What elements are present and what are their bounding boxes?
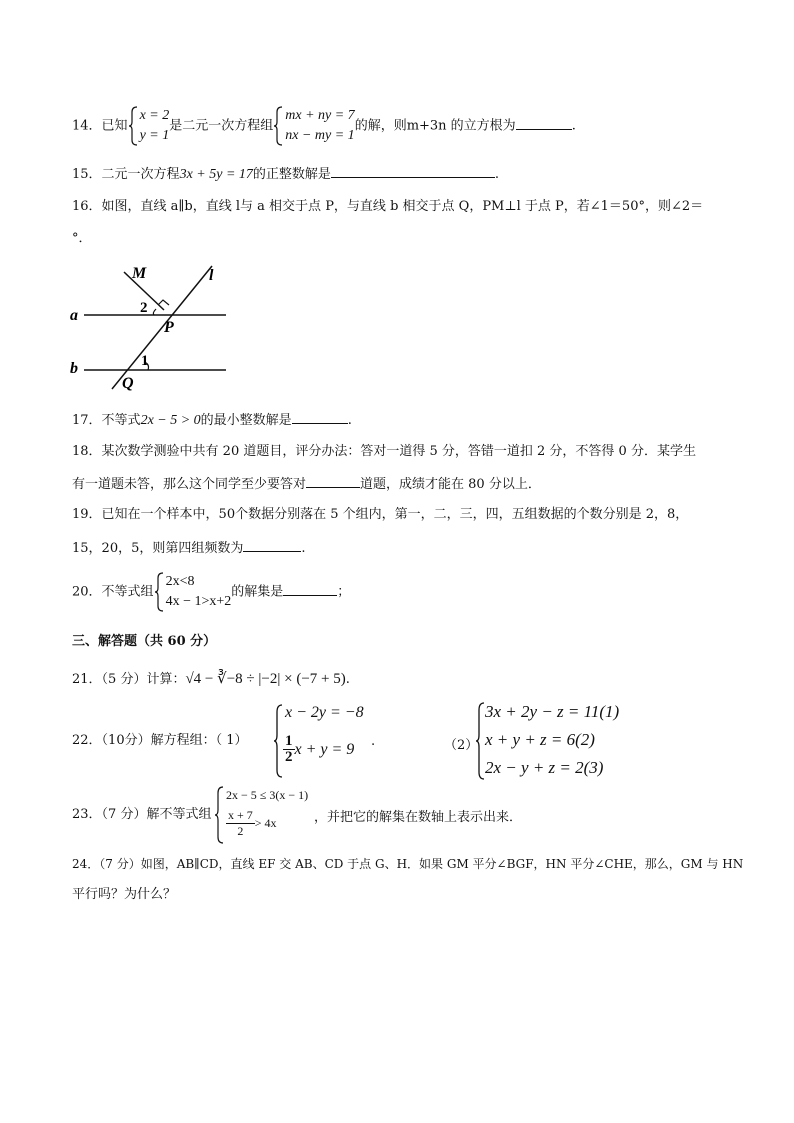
q20-row-1: 2x<8 <box>165 574 195 589</box>
q20-answer-blank[interactable] <box>283 582 337 596</box>
label-b: b <box>70 360 78 377</box>
question-16-line-2: °． <box>72 231 92 246</box>
q17-inequality: 2x − 5 > 0 <box>140 413 201 428</box>
q23-row-2 <box>226 808 277 839</box>
question-23-label: 23．（7 分）解不等式组 <box>72 807 212 822</box>
q14-given-row-1: x = 2 <box>139 108 170 123</box>
q15-end: . <box>494 167 500 182</box>
question-24-line-2: 平行吗？为什么？ <box>72 887 177 902</box>
q22-p2-row-2: x + y + z = 6(2) <box>485 730 595 749</box>
q14-end: . <box>571 118 576 134</box>
q21-end: . <box>345 672 350 687</box>
right-angle-mark <box>158 300 169 305</box>
q19-end: . <box>301 541 306 556</box>
brace-icon <box>273 704 283 778</box>
q20-number: 20． <box>72 584 102 600</box>
brace-icon <box>214 786 224 844</box>
q23-row-2-rest: > 4x <box>254 816 277 830</box>
brace-icon <box>475 702 485 780</box>
question-19-line-2 <box>72 538 306 558</box>
q15-text-1: 二元一次方程 <box>101 167 180 182</box>
q14-text-1: 已知 <box>101 118 128 134</box>
q17-answer-blank[interactable] <box>292 410 348 424</box>
q14-equation-system <box>273 106 354 146</box>
question-20 <box>72 572 350 612</box>
q14-text-3: 的解，则m+3n 的立方根为 <box>354 118 516 134</box>
q15-equation: 3x + 5y = 17 <box>179 167 253 182</box>
q17-text-2: 的最小整数解是 <box>200 413 292 428</box>
q20-row-2: 4x − 1>x+2 <box>165 594 232 609</box>
q14-system-row-1: mx + ny = 7 <box>285 108 355 123</box>
question-17 <box>72 410 352 430</box>
q22-p1-row-1: x − 2y = −8 <box>285 704 364 721</box>
q18-text-1: 有一道题未答，那么这个同学至少要答对 <box>72 477 307 492</box>
brace-icon <box>154 572 164 612</box>
q15-text-2: 的正整数解是 <box>252 167 331 182</box>
q21-number: 21．（5 分）计算： <box>72 672 186 687</box>
q14-number: 14． <box>72 118 102 134</box>
q17-text-1: 不等式 <box>101 413 141 428</box>
q14-given-row-2: y = 1 <box>139 128 170 143</box>
q20-end: ； <box>337 584 351 600</box>
q18-answer-blank[interactable] <box>306 474 360 488</box>
q20-text-1: 不等式组 <box>101 584 154 600</box>
question-14 <box>72 106 576 146</box>
section-3-title: 三、解答题（共 60 分） <box>72 634 217 649</box>
q17-end: . <box>347 413 352 428</box>
q22-dot: . <box>371 734 376 749</box>
question-16-line-1: 16．如图，直线 a∥b，直线 l与 a 相交于点 P，与直线 b 相交于点 Q，PM⊥l 于点 P，若∠1＝50°，则∠2＝ <box>72 199 704 214</box>
brace-icon <box>273 106 283 146</box>
question-19-line-1: 19．已知在一个样本中，50个数据分别落在 5 个组内，第一，二，三，四，五组数据的个数分别是 2，8， <box>72 507 689 522</box>
q14-answer-blank[interactable] <box>516 116 572 130</box>
question-18-line-1: 18．某次数学测验中共有 20 道题目，评分办法：答对一道得 5 分，答错一道扣 2 分，不答得 0 分．某学生 <box>72 444 696 459</box>
q22-half-fraction: $\frac{1}{2}$ <box>285 733 293 765</box>
angle-2-arc <box>153 309 156 315</box>
label-M: M <box>132 265 147 282</box>
q18-text-2: 道题，成绩才能在 80 分以上． <box>360 477 541 492</box>
q22-p2-row-3: 2x − y + z = 2(3) <box>485 758 604 777</box>
q16-figure <box>66 258 236 393</box>
label-1: 1 <box>141 353 149 369</box>
question-21 <box>72 670 350 689</box>
label-l: l <box>209 267 214 284</box>
label-2: 2 <box>140 300 148 316</box>
question-22-label: 22．（10分）解方程组：（ 1） <box>72 733 248 748</box>
q17-number: 17． <box>72 413 102 428</box>
q20-text-2: 的解集是 <box>231 584 284 600</box>
question-24-line-1: 24．（7 分）如图，AB∥CD，直线 EF 交 AB、CD 于点 G、H．如果 GM 平分∠BGF，HN 平分∠CHE，那么，GM 与 HN <box>72 857 744 871</box>
q15-answer-blank[interactable] <box>331 164 495 178</box>
q22-p2-row-1: 3x + 2y − z = 11(1) <box>485 702 620 721</box>
label-P: P <box>164 319 174 336</box>
q19-text-1: 15，20，5，则第四组频数为 <box>72 541 244 556</box>
q15-number: 15． <box>72 167 102 182</box>
q23-row-1: 2x − 5 ≤ 3(x − 1) <box>226 788 309 802</box>
q22-p1-row-2-rest: x + y = 9 <box>294 741 355 758</box>
q20-inequality-system <box>154 572 232 612</box>
q19-answer-blank[interactable] <box>243 538 301 552</box>
q14-given-system <box>128 106 170 146</box>
label-Q: Q <box>122 375 134 392</box>
q22-p1-row-2 <box>283 734 354 765</box>
question-15 <box>72 164 499 184</box>
question-18-line-2 <box>72 474 541 494</box>
q23-fraction: $\frac{x + 7}{2}$ <box>228 808 253 838</box>
q14-text-2: 是二元一次方程组 <box>169 118 274 134</box>
q22-part-2-label: （2） <box>444 738 479 753</box>
label-a: a <box>70 307 78 324</box>
brace-icon <box>128 106 138 146</box>
q23-text-2: ，并把它的解集在数轴上表示出来． <box>314 810 523 825</box>
q21-expression: √4 − ∛−8 ÷ |−2| × (−7 + 5) <box>185 671 346 687</box>
q14-system-row-2: nx − my = 1 <box>285 128 355 143</box>
